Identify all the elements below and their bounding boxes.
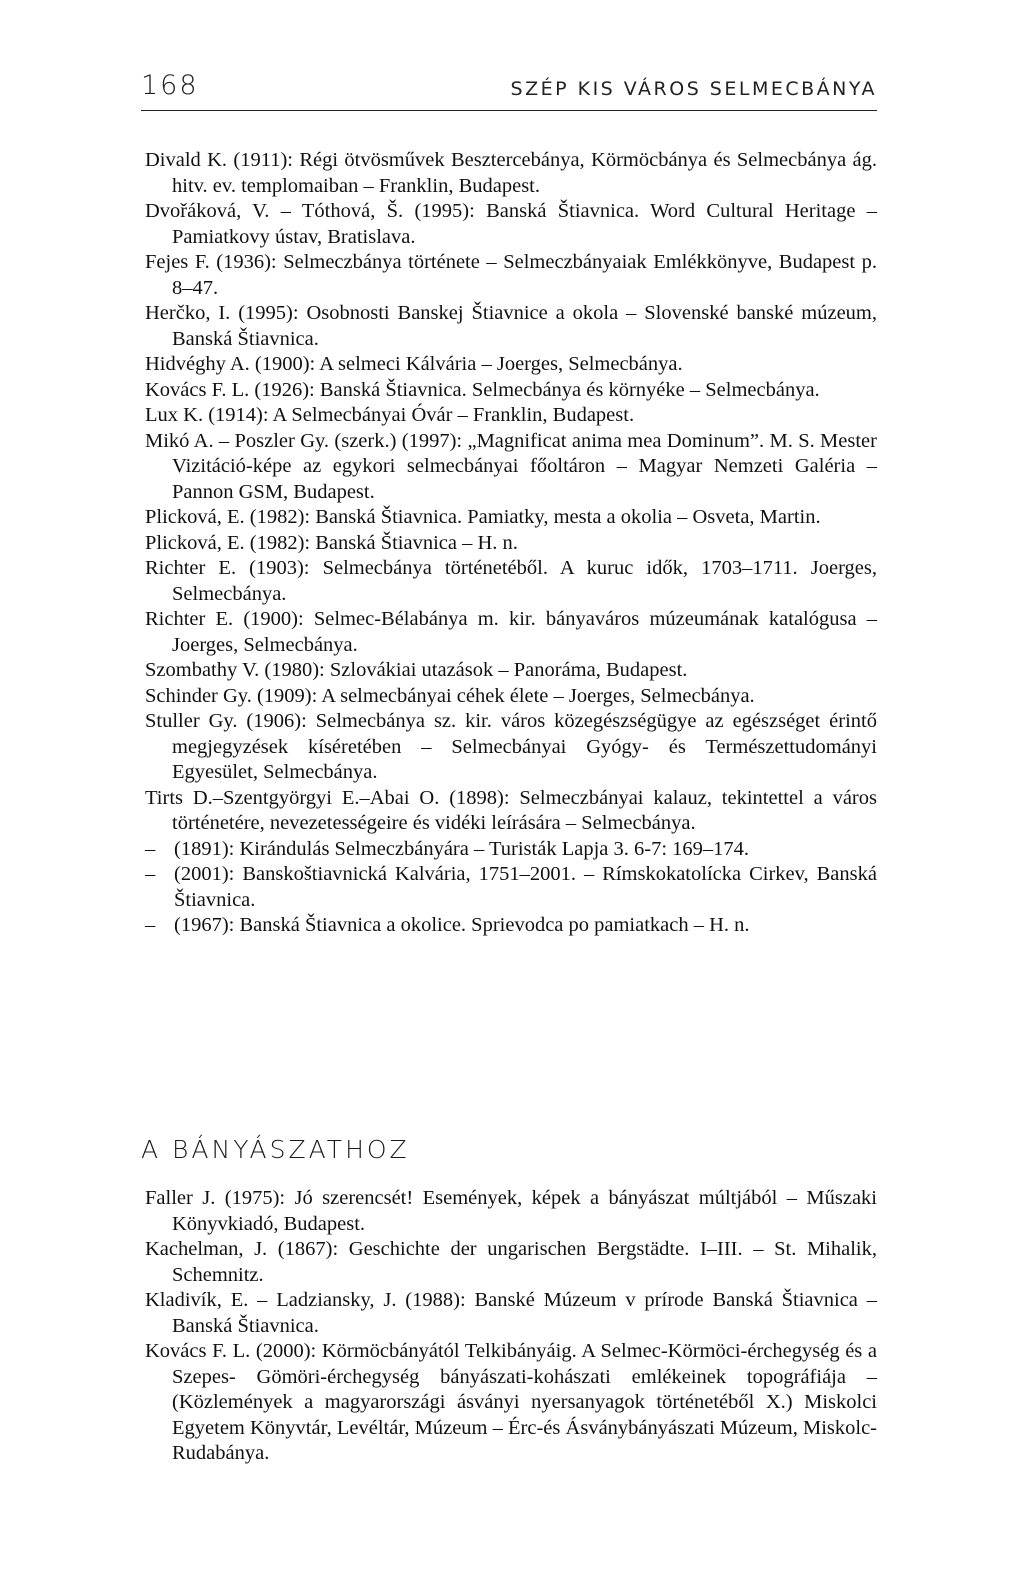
bibliography-entry bbox=[145, 301, 877, 352]
bibliography-entry bbox=[145, 1186, 877, 1237]
entry-text: Faller J. (1975): Jó szerencsét! Események, képek a bányászat múltjából – Műszaki Könyvkiadó, Budapest. bbox=[145, 1187, 877, 1235]
bibliography-entry bbox=[145, 658, 877, 684]
entry-text: Fejes F. (1936): Selmeczbánya története – Selmeczbányaiak Emlékkönyve, Budapest p. 8–47. bbox=[145, 251, 877, 299]
repeat-author-dash: – bbox=[145, 863, 156, 885]
entry-text: Plicková, E. (1982): Banská Štiavnica. Pamiatky, mesta a okolia – Osveta, Martin. bbox=[145, 506, 821, 528]
entry-text: Szombathy V. (1980): Szlovákiai utazások – Panoráma, Budapest. bbox=[145, 659, 688, 681]
book-page bbox=[141, 0, 877, 1581]
entry-text: Mikó A. – Poszler Gy. (szerk.) (1997): „Magnificat anima mea Dominum”. M. S. Mester Vizitáció-képe az egykori selmecbányai főoltáron – Magyar Nemzeti Galéria – Pannon GSM, Budapest. bbox=[145, 429, 877, 503]
entry-text: Schinder Gy. (1909): A selmecbányai céhek élete – Joerges, Selmecbánya. bbox=[145, 684, 755, 707]
bibliography-entry bbox=[145, 1288, 877, 1339]
repeat-author-dash: – bbox=[145, 837, 156, 860]
entry-text: Dvořáková, V. – Tóthová, Š. (1995): Banská Štiavnica. Word Cultural Heritage – Pamiatkovy ústav, Bratislava. bbox=[145, 200, 877, 248]
entry-text: Divald K. (1911): Régi ötvösművek Besztercebánya, Körmöcbánya és Selmecbánya ág. hitv. ev. templomaiban – Franklin, Budapest. bbox=[145, 149, 877, 197]
entry-text: Stuller Gy. (1906): Selmecbánya sz. kir. város közegészségügye az egészséget érintő megjegyzések kíséretében – Selmecbányai Gyógy- és Természettudományi Egyesület, Selmecbánya. bbox=[145, 710, 877, 783]
entry-text: Lux K. (1914): A Selmecbányai Óvár – Franklin, Budapest. bbox=[145, 404, 635, 426]
running-header bbox=[141, 70, 877, 111]
entry-text: Kovács F. L. (1926): Banská Štiavnica. Selmecbánya és környéke – Selmecbánya. bbox=[145, 378, 820, 401]
section-heading: A BÁNYÁSZATHOZ bbox=[141, 1135, 410, 1164]
bibliography-entry bbox=[145, 1339, 877, 1467]
bibliography-entry bbox=[145, 607, 877, 658]
running-title: SZÉP KIS VÁROS SELMECBÁNYA bbox=[510, 78, 877, 100]
bibliography-entry bbox=[145, 837, 877, 863]
entry-text: Richter E. (1900): Selmec-Bélabánya m. kir. bányaváros múzeumának katalógusa – Joerges, Selmecbánya. bbox=[145, 608, 877, 656]
entry-text: Plicková, E. (1982): Banská Štiavnica – H. n. bbox=[145, 531, 518, 554]
entry-text: Kovács F. L. (2000): Körmöcbányától Telkibányáig. A Selmec-Körmöci-érchegység és a Szepes- Gömöri-érchegység bányászati-kohászati emlékeinek topográfiája – (Közlemények a magyarországi ásványi nyersanyagok történetéből X.) Miskolci Egyetem Könyvtár, Levéltár, Múzeum – Érc-és Ásványbányászati Múzeum, Miskolc-Rudabánya. bbox=[145, 1340, 877, 1464]
entry-text: Herčko, I. (1995): Osobnosti Banskej Štiavnice a okola – Slovenské banské múzeum, Banská Štiavnica. bbox=[145, 302, 877, 350]
entry-text: (1891): Kirándulás Selmeczbányára – Turisták Lapja 3. 6-7: 169–174. bbox=[174, 837, 750, 860]
bibliography-entry bbox=[145, 378, 877, 404]
repeat-author-dash: – bbox=[145, 914, 156, 936]
bibliography-entry bbox=[145, 1237, 877, 1288]
bibliography-entry bbox=[145, 199, 877, 250]
entry-text: Tirts D.–Szentgyörgyi E.–Abai O. (1898): Selmeczbányai kalauz, tekintettel a város történetére, nevezetességeire és vidéki leírására – Selmecbánya. bbox=[145, 786, 877, 834]
entry-text: Hidvéghy A. (1900): A selmeci Kálvária – Joerges, Selmecbánya. bbox=[145, 353, 683, 375]
bibliography-entry bbox=[145, 709, 877, 786]
bibliography-entry bbox=[145, 148, 877, 199]
bibliography-entry bbox=[145, 352, 877, 378]
bibliography-list bbox=[145, 148, 877, 939]
entry-text: Kladivík, E. – Ladziansky, J. (1988): Banské Múzeum v prírode Banská Štiavnica – Banská Štiavnica. bbox=[145, 1289, 877, 1337]
bibliography-entry bbox=[145, 429, 877, 506]
bibliography-entry bbox=[145, 913, 877, 939]
entry-text: Kachelman, J. (1867): Geschichte der ungarischen Bergstädte. I–III. – St. Mihalik, Schemnitz. bbox=[145, 1238, 877, 1286]
bibliography-entry bbox=[145, 862, 877, 913]
bibliography-entry bbox=[145, 786, 877, 837]
bibliography-entry bbox=[145, 684, 877, 710]
bibliography-list-mining bbox=[145, 1186, 877, 1467]
entry-text: Richter E. (1903): Selmecbánya történetéből. A kuruc idők, 1703–1711. Joerges, Selmecbánya. bbox=[145, 557, 877, 605]
bibliography-entry bbox=[145, 505, 877, 531]
entry-text: (2001): Banskoštiavnická Kalvária, 1751–2001. – Rímskokatolícka Cirkev, Banská Štiavnica. bbox=[174, 863, 877, 911]
bibliography-entry bbox=[145, 531, 877, 557]
page-number: 168 bbox=[141, 70, 199, 101]
entry-text: (1967): Banská Štiavnica a okolice. Sprievodca po pamiatkach – H. n. bbox=[174, 914, 750, 936]
bibliography-entry bbox=[145, 556, 877, 607]
bibliography-entry bbox=[145, 403, 877, 429]
bibliography-entry bbox=[145, 250, 877, 301]
